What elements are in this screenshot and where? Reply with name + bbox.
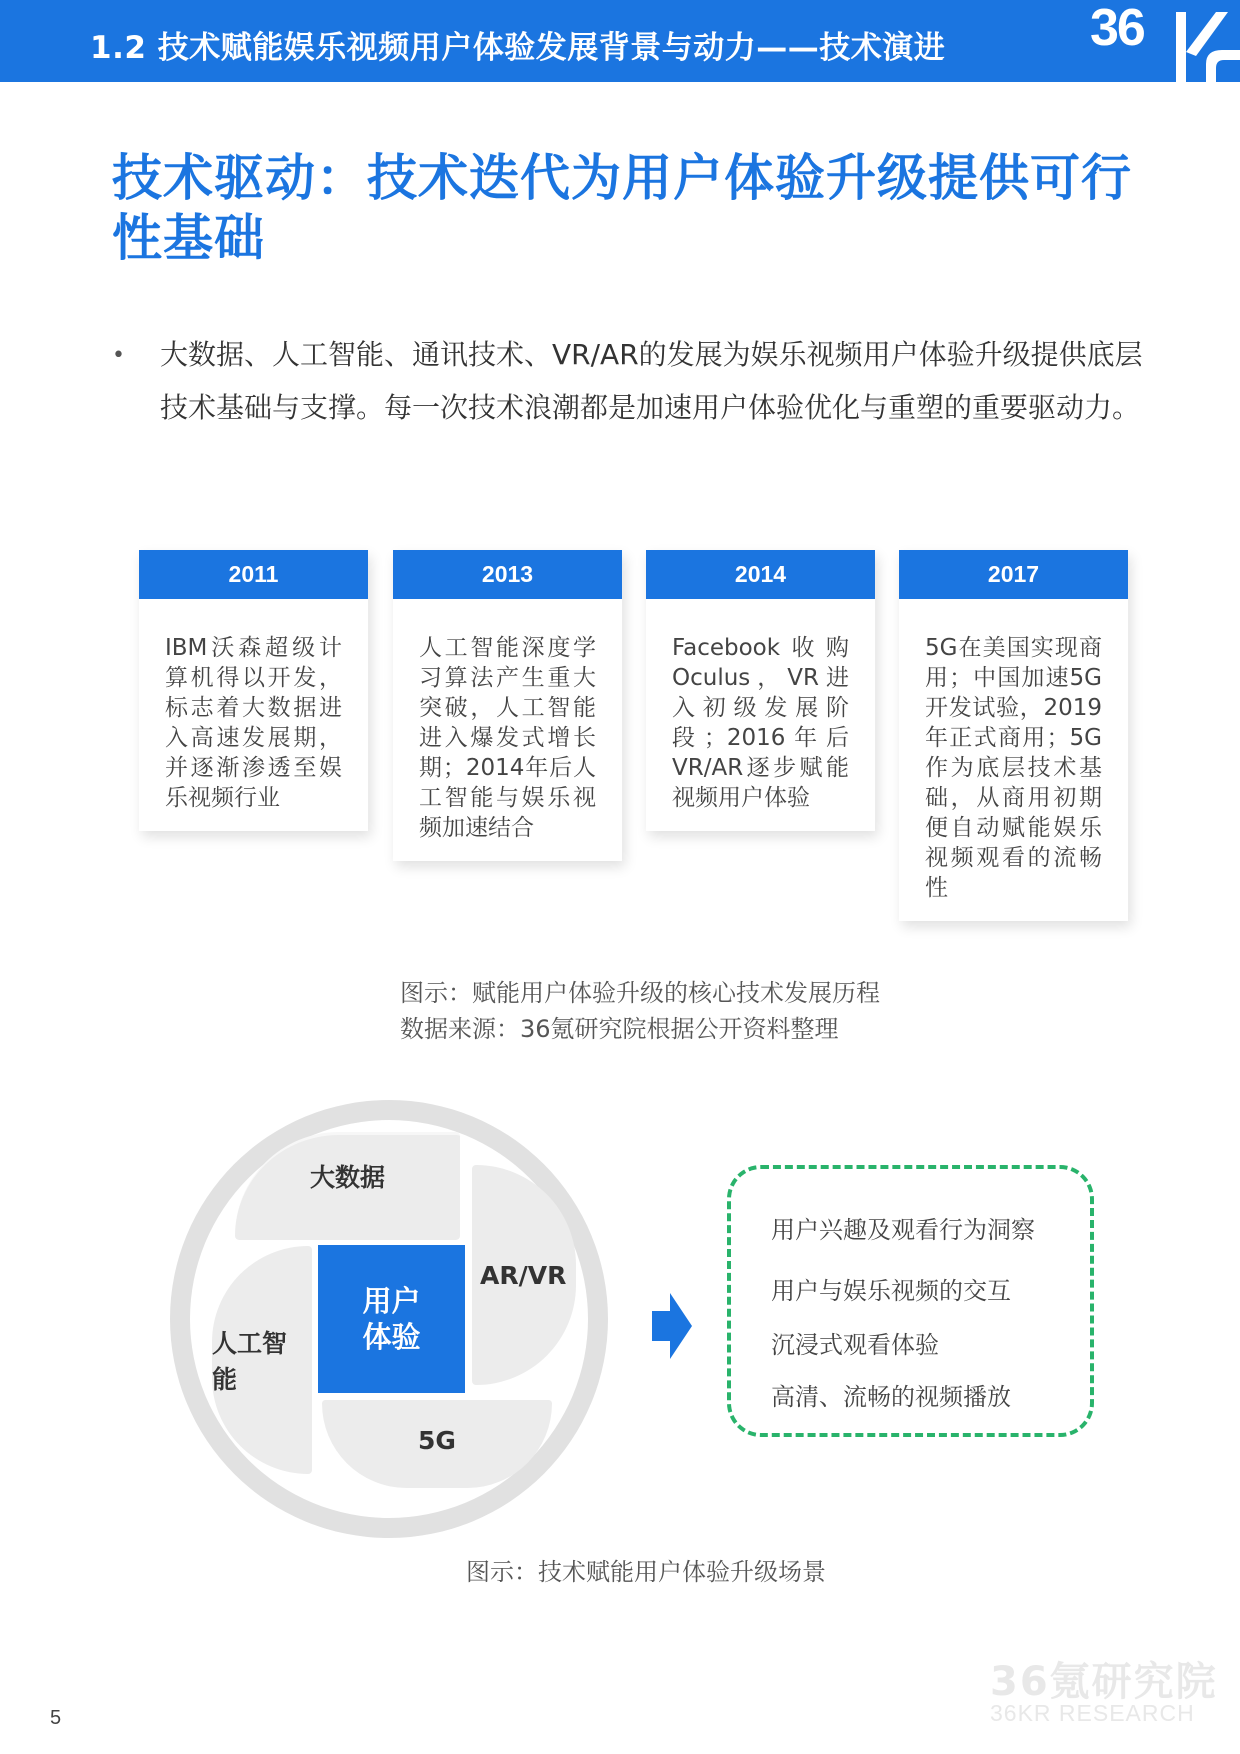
scene-item: 用户与娱乐视频的交互 [771, 1277, 1011, 1305]
scene-item: 用户兴趣及观看行为洞察 [771, 1216, 1035, 1244]
scene-item: 沉浸式观看体验 [771, 1331, 939, 1359]
timeline-text: Facebook收购Oculus，VR进入初级发展阶段；2016年后VR/AR逐步赋能视频用户体验 [672, 635, 849, 811]
user-experience-center [318, 1245, 465, 1393]
center-label-line1: 用户 [362, 1284, 421, 1318]
page-number: 5 [50, 1707, 62, 1729]
segment-ai: 人工智能 [212, 1246, 312, 1474]
timeline-year: 2014 [646, 550, 875, 599]
timeline-text: 5G在美国实现商用；中国加速5G开发试验，2019年正式商用；5G作为底层技术基础，从商用初期便自动赋能娱乐视频观看的流畅性 [925, 635, 1102, 901]
center-label-line2: 体验 [362, 1320, 421, 1354]
timeline-year: 2011 [139, 550, 368, 599]
caption-source: 数据来源：36氪研究院根据公开资料整理 [400, 1015, 839, 1043]
segment-5g: 5G [322, 1400, 552, 1488]
timeline-card-2017 [899, 550, 1128, 921]
36kr-logo [1070, 0, 1240, 82]
timeline-text: IBM沃森超级计算机得以开发，标志着大数据进入高速发展期，并逐渐渗透至娱乐视频行业 [165, 635, 342, 811]
page-title: 技术驱动：技术迭代为用户体验升级提供可行性基础 [112, 149, 1132, 267]
timeline-year: 2017 [899, 550, 1128, 599]
logo-36-mark: 36 [1090, 0, 1144, 57]
diagram-caption: 图示：技术赋能用户体验升级场景 [466, 1558, 826, 1586]
intro-paragraph: 大数据、人工智能、通讯技术、VR/AR的发展为娱乐视频用户体验升级提供底层技术基础与支撑。每一次技术浪潮都是加速用户体验优化与重塑的重要驱动力。 [160, 338, 1143, 424]
section-title: 1.2 技术赋能娱乐视频用户体验发展背景与动力——技术演进 [90, 30, 946, 66]
timeline-card-2014 [646, 550, 875, 831]
right-arrow-icon [652, 1293, 692, 1359]
bullet-dot: • [112, 343, 125, 368]
segment-ar-vr: AR/VR [472, 1165, 576, 1385]
header-bar [0, 0, 1240, 82]
watermark-cn: 36氪研究院 [990, 1659, 1218, 1705]
timeline-card-2011 [139, 550, 368, 831]
timeline-caption [400, 975, 1000, 1047]
logo-kr-mark [1172, 4, 1240, 82]
segment-big-data: 大数据 [235, 1132, 460, 1240]
watermark-en: 36KR RESEARCH [990, 1700, 1195, 1726]
timeline-year: 2013 [393, 550, 622, 599]
timeline-text: 人工智能深度学习算法产生重大突破，人工智能进入爆发式增长期；2014年后人工智能与娱乐视频加速结合 [419, 635, 596, 841]
caption-figure-label: 图示：赋能用户体验升级的核心技术发展历程 [400, 979, 880, 1007]
timeline-card-2013 [393, 550, 622, 861]
scene-item: 高清、流畅的视频播放 [771, 1383, 1011, 1411]
